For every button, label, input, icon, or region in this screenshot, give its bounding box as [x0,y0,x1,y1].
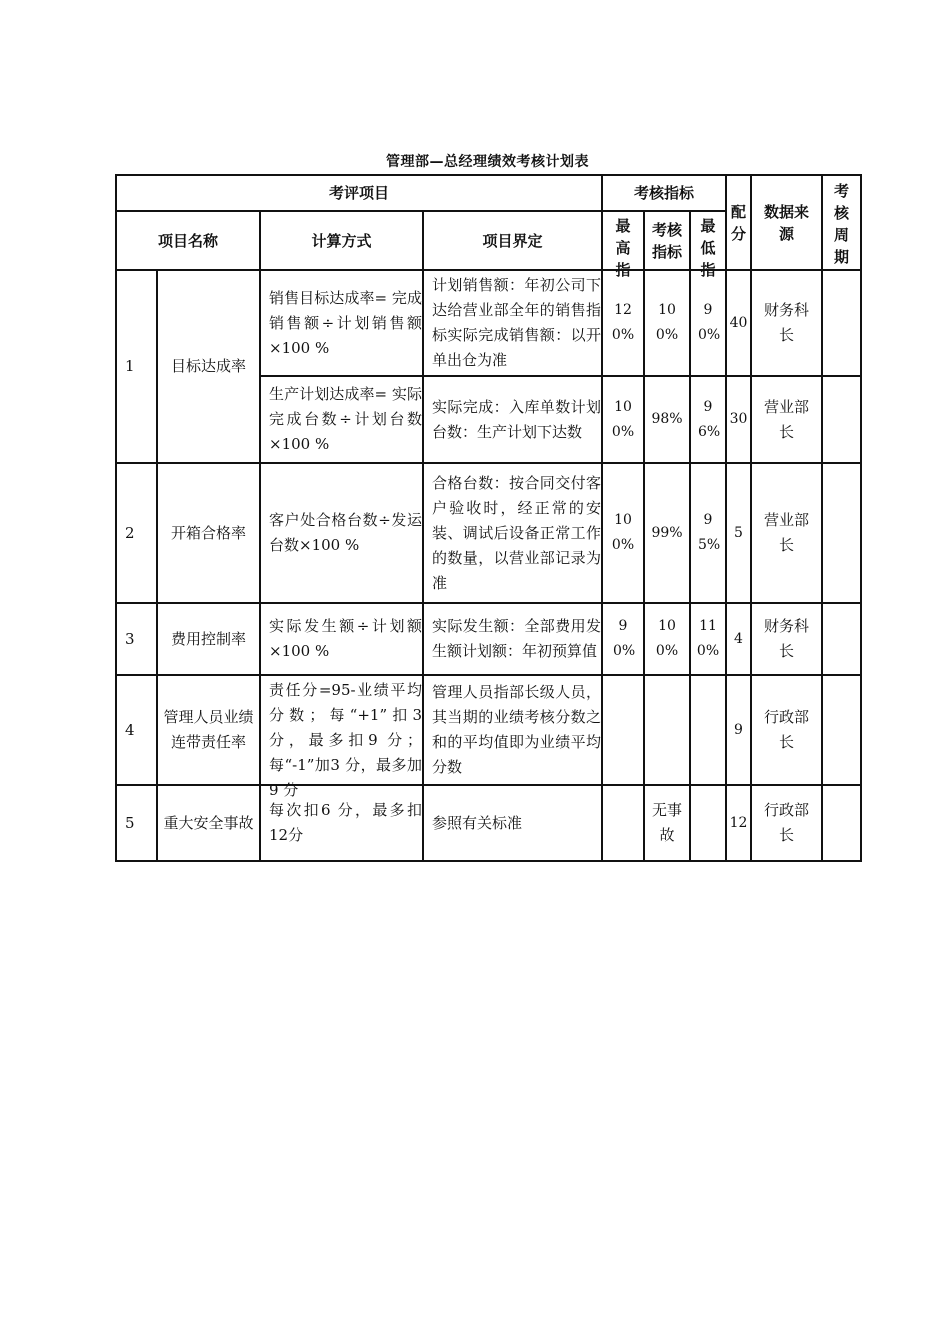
min-value [690,675,726,785]
max-value: 120% [602,270,644,376]
data-source: 行政部长 [751,785,822,861]
table-row [116,785,861,861]
max-value [602,785,644,861]
target-value: 无事故 [644,785,690,861]
header-period: 考核周期 [822,175,861,270]
period-value [822,785,861,861]
max-value: 90% [602,603,644,675]
calc-method: 客户处合格台数÷发运台数×100 % [260,463,423,603]
calc-method: 实际发生额÷计划额×100 % [260,603,423,675]
weight-value: 30 [726,376,751,463]
item-name: 目标达成率 [157,270,260,463]
period-value [822,603,861,675]
min-value: 110% [690,603,726,675]
calc-method: 生产计划达成率= 实际完成台数÷计划台数×100 % [260,376,423,463]
min-value: 90% [690,270,726,376]
data-source: 行政部长 [751,675,822,785]
item-name: 管理人员业绩连带责任率 [157,675,260,785]
header-row-1 [116,175,861,211]
weight-value: 5 [726,463,751,603]
data-source: 营业部长 [751,376,822,463]
header-source: 数据来源 [751,175,822,270]
item-definition: 实际完成：入库单数计划台数：生产计划下达数 [423,376,602,463]
row-number: 2 [116,463,157,603]
item-name: 重大安全事故 [157,785,260,861]
row-number: 4 [116,675,157,785]
page-title: 管理部—总经理绩效考核计划表 [386,154,589,170]
header-target: 考核指标 [644,211,690,270]
item-definition: 实际发生额：全部费用发生额计划额：年初预算值 [423,603,602,675]
header-eval-group: 考评项目 [116,175,602,211]
data-source: 财务科长 [751,603,822,675]
item-definition: 计划销售额：年初公司下达给营业部全年的销售指标实际完成销售额：以开单出仓为准 [423,270,602,376]
calc-method: 销售目标达成率= 完成销售额÷计划销售额×100 % [260,270,423,376]
item-definition: 合格台数：按合同交付客户验收时，经正常的安装、调试后设备正常工作的数量，以营业部记录为准 [423,463,602,603]
kpi-table [115,174,862,862]
header-weight: 配分 [726,175,751,270]
table-row [116,463,861,603]
weight-value: 12 [726,785,751,861]
max-value: 100% [602,463,644,603]
table-row [116,270,861,376]
target-value: 99% [644,463,690,603]
item-definition: 参照有关标准 [423,785,602,861]
weight-value: 4 [726,603,751,675]
data-source: 营业部长 [751,463,822,603]
header-index-group: 考核指标 [602,175,726,211]
item-definition: 管理人员指部长级人员，其当期的业绩考核分数之和的平均值即为业绩平均分数 [423,675,602,785]
max-value [602,675,644,785]
period-value [822,270,861,376]
header-max: 最高指 [602,211,644,270]
row-number: 5 [116,785,157,861]
target-value: 100% [644,603,690,675]
row-number: 1 [116,270,157,463]
min-value [690,785,726,861]
item-name: 开箱合格率 [157,463,260,603]
calc-method: 每次扣6 分，最多扣12分 [260,785,423,861]
header-min: 最低指 [690,211,726,270]
header-name: 项目名称 [116,211,260,270]
min-value: 95% [690,463,726,603]
table-row [116,603,861,675]
min-value: 96% [690,376,726,463]
item-name: 费用控制率 [157,603,260,675]
target-value: 98% [644,376,690,463]
target-value: 100% [644,270,690,376]
period-value [822,675,861,785]
period-value [822,463,861,603]
header-calc: 计算方式 [260,211,423,270]
weight-value: 40 [726,270,751,376]
max-value: 100% [602,376,644,463]
period-value [822,376,861,463]
calc-method: 责任分=95-业绩平均分数；每“+1”扣3 分，最多扣9 分；每“-1”加3 分，最多加9 分 [260,675,423,785]
header-def: 项目界定 [423,211,602,270]
row-number: 3 [116,603,157,675]
data-source: 财务科长 [751,270,822,376]
table-row [116,675,861,785]
weight-value: 9 [726,675,751,785]
target-value [644,675,690,785]
